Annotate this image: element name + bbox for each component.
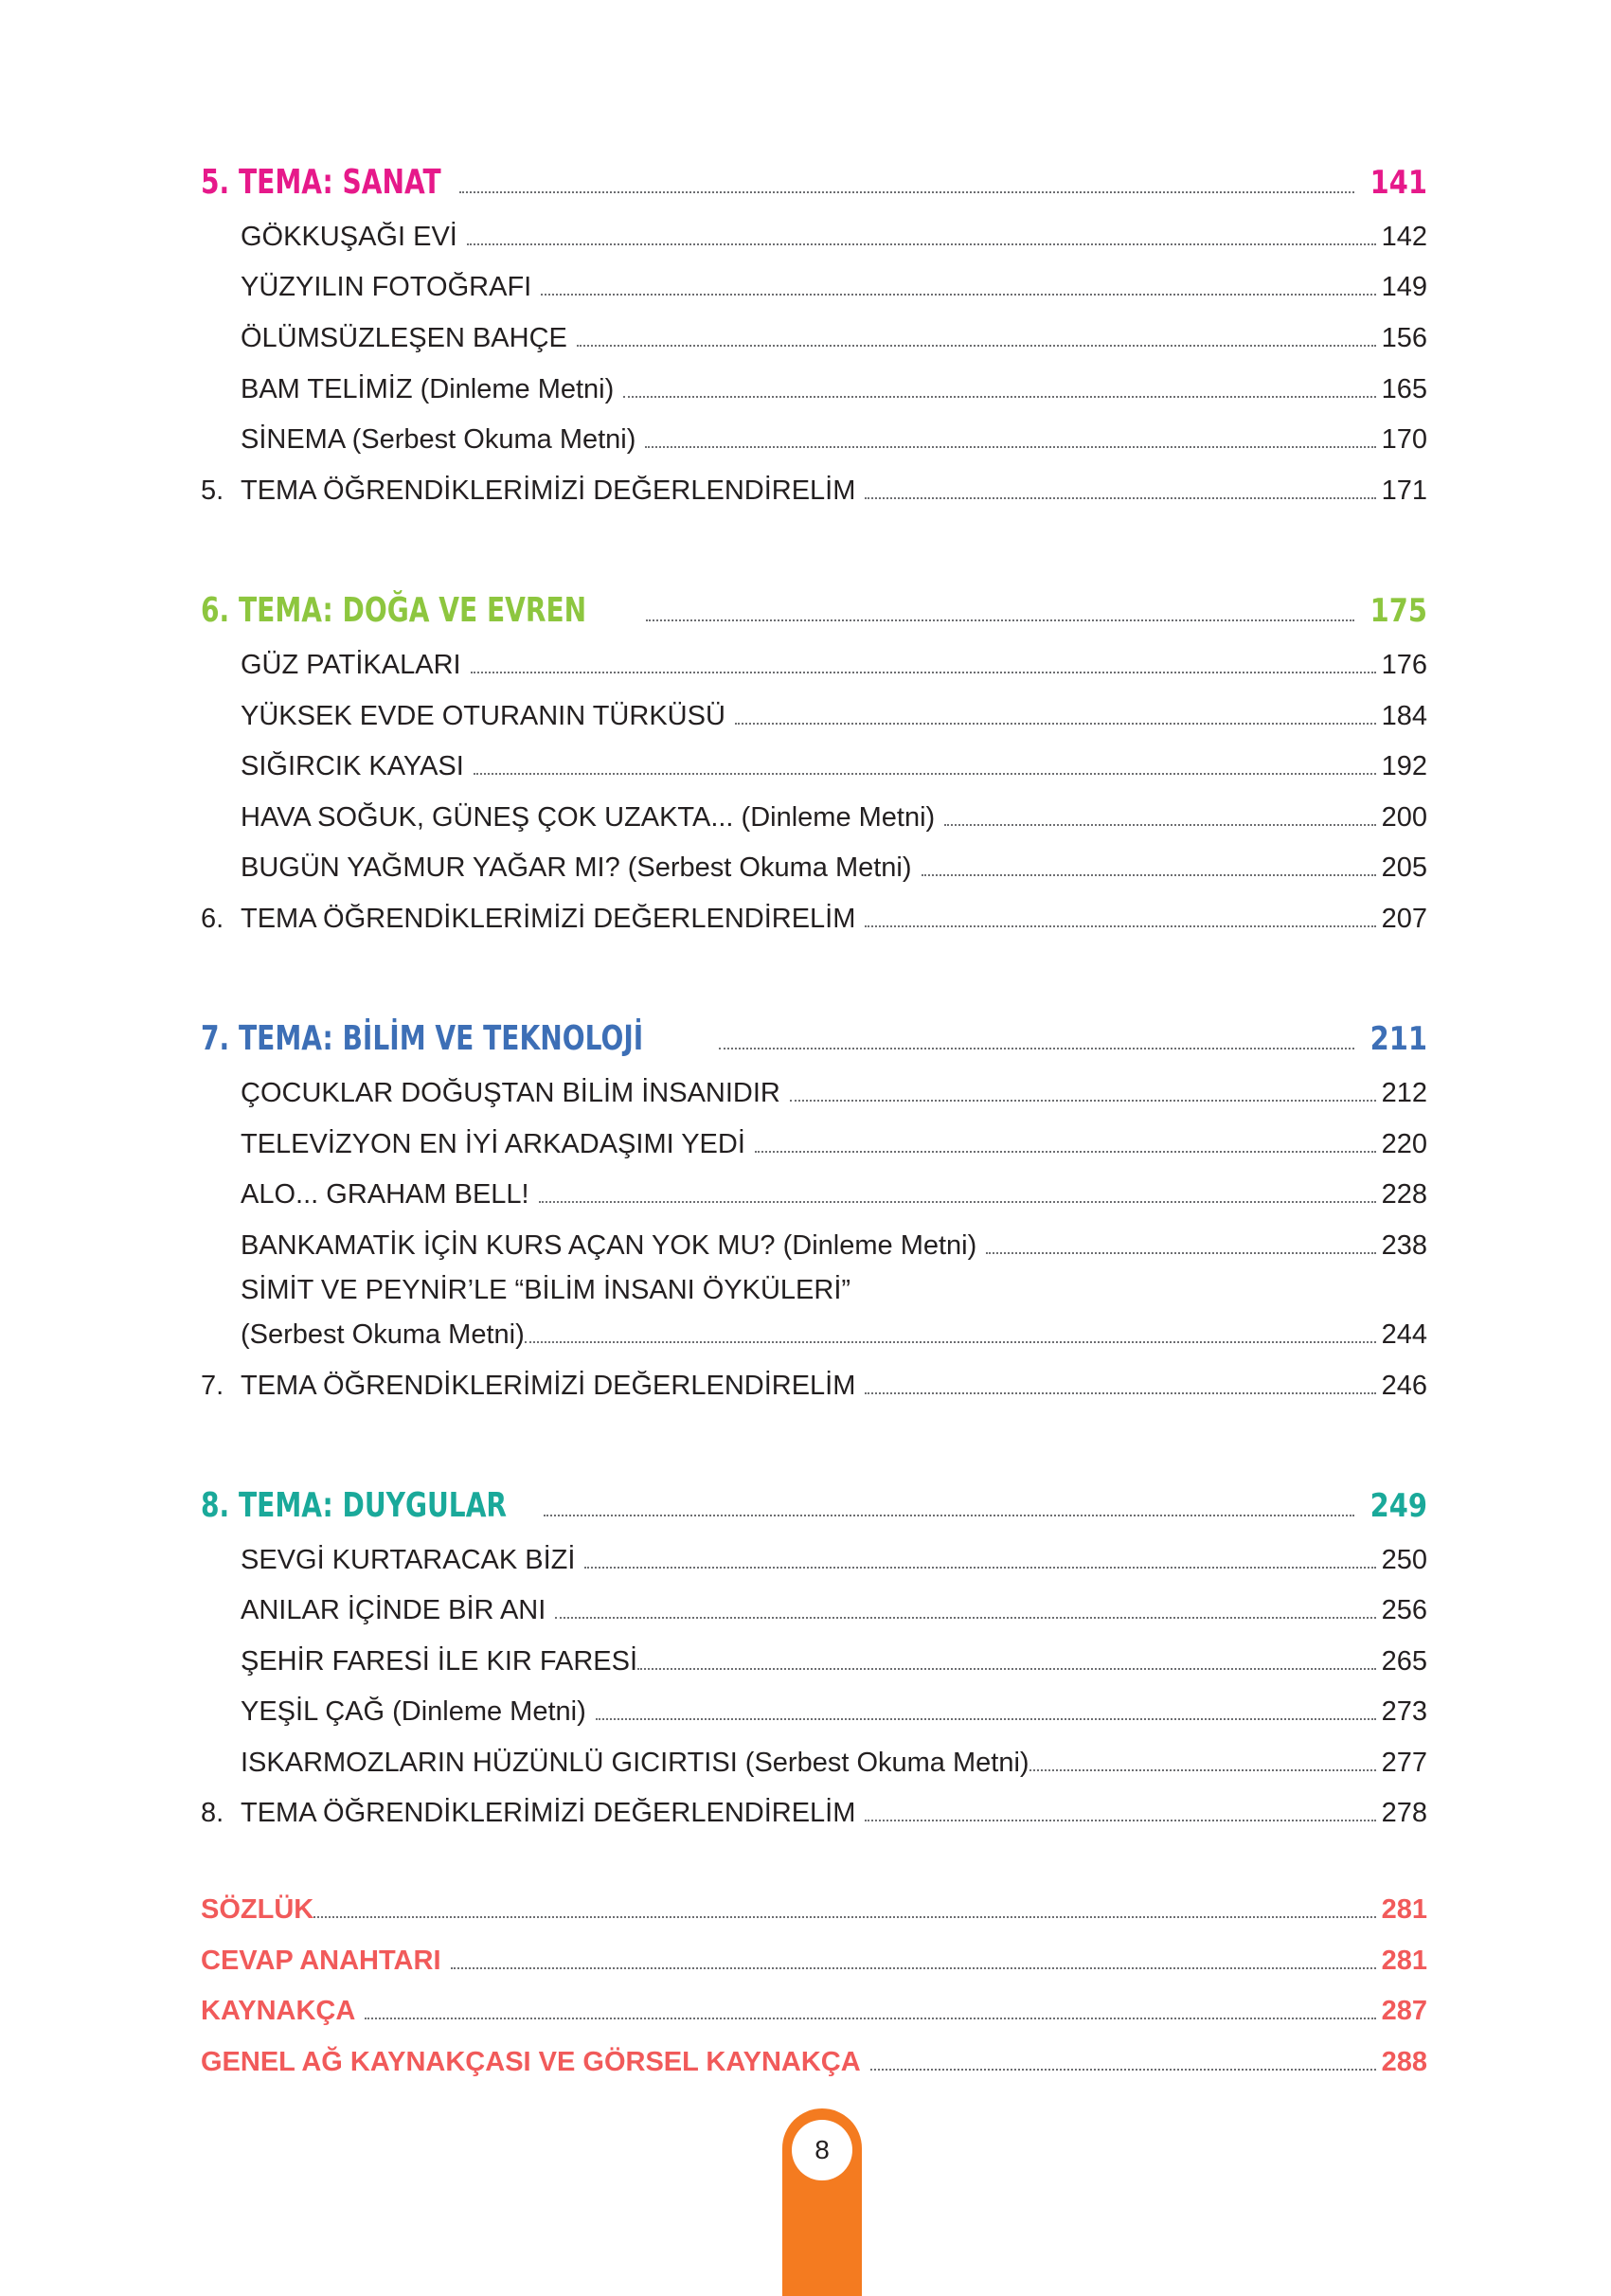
theme-title: 8. TEMA: DUYGULAR	[201, 1486, 508, 1525]
toc-entry[interactable]	[201, 650, 1427, 688]
entry-page: 238	[1381, 1230, 1427, 1261]
dot-leader	[596, 1718, 1376, 1720]
toc-entry[interactable]	[201, 751, 1427, 789]
entry-title: HAVA SOĞUK, GÜNEŞ ÇOK UZAKTA... (Dinleme Metni)	[241, 802, 936, 833]
entry-number: 7.	[201, 1371, 224, 1401]
toc-entry[interactable]	[201, 1179, 1427, 1217]
page-number: 8	[792, 2120, 852, 2180]
entry-title: ALO... GRAHAM BELL!	[241, 1179, 529, 1210]
toc-review-entry[interactable]	[201, 1798, 1427, 1836]
theme-7-heading[interactable]	[201, 1019, 1427, 1057]
dot-leader	[755, 1151, 1376, 1153]
entry-page: 246	[1381, 1371, 1427, 1401]
toc-entry[interactable]	[201, 323, 1427, 361]
toc-entry[interactable]	[201, 1319, 1427, 1357]
theme-8-heading[interactable]	[201, 1486, 1427, 1524]
entry-title: TEMA ÖĞRENDİKLERİMİZİ DEĞERLENDİRELİM	[241, 904, 856, 934]
entry-title: ISKARMOZLARIN HÜZÜNLÜ GICIRTISI (Serbest Okuma Metni)	[241, 1748, 1029, 1778]
toc-entry[interactable]	[201, 1129, 1427, 1167]
entry-page: 281	[1381, 1946, 1427, 1976]
toc-review-entry[interactable]	[201, 475, 1427, 513]
entry-title: TEMA ÖĞRENDİKLERİMİZİ DEĞERLENDİRELİM	[241, 475, 856, 506]
toc-entry[interactable]	[201, 701, 1427, 739]
entry-title: ŞEHİR FARESİ İLE KIR FARESİ	[241, 1646, 638, 1677]
dot-leader	[623, 396, 1375, 398]
dot-leader	[865, 1392, 1375, 1394]
dot-leader	[865, 1820, 1375, 1821]
entry-title: YEŞİL ÇAĞ (Dinleme Metni)	[241, 1696, 586, 1727]
entry-title: KAYNAKÇA	[201, 1996, 356, 2026]
toc-entry[interactable]	[201, 1646, 1427, 1684]
entry-page: 288	[1381, 2047, 1427, 2077]
dot-leader	[467, 243, 1376, 245]
entry-page: 200	[1381, 802, 1427, 833]
entry-title: ANILAR İÇİNDE BİR ANI	[241, 1595, 546, 1625]
entry-title: BAM TELİMİZ (Dinleme Metni)	[241, 374, 615, 404]
entry-page: 149	[1381, 272, 1427, 302]
entry-page: 278	[1381, 1798, 1427, 1828]
dot-leader	[459, 191, 1354, 193]
entry-title: BUGÜN YAĞMUR YAĞAR MI? (Serbest Okuma Metni)	[241, 852, 912, 883]
entry-title: ÖLÜMSÜZLEŞEN BAHÇE	[241, 323, 567, 353]
entry-title: GÜZ PATİKALARI	[241, 650, 461, 680]
dot-leader	[471, 672, 1376, 673]
toc-entry[interactable]	[201, 1595, 1427, 1633]
dot-leader	[986, 1252, 1375, 1254]
entry-page: 273	[1381, 1696, 1427, 1727]
entry-page: 184	[1381, 701, 1427, 731]
theme-6-heading[interactable]	[201, 591, 1427, 629]
entry-page: 212	[1381, 1078, 1427, 1108]
entry-title: YÜZYILIN FOTOĞRAFI	[241, 272, 532, 302]
entry-page: 250	[1381, 1545, 1427, 1575]
entry-page: 176	[1381, 650, 1427, 680]
dot-leader	[646, 619, 1354, 621]
entry-page: 156	[1381, 323, 1427, 353]
entry-page: 142	[1381, 222, 1427, 252]
theme-page: 211	[1369, 1020, 1427, 1058]
toc-entry[interactable]	[201, 222, 1427, 260]
entry-title: TELEVİZYON EN İYİ ARKADAŞIMI YEDİ	[241, 1129, 745, 1159]
entry-number: 6.	[201, 904, 224, 934]
entry-page: 192	[1381, 751, 1427, 781]
toc-entry[interactable]	[201, 374, 1427, 412]
theme-title: 7. TEMA: BİLİM VE TEKNOLOJİ	[201, 1019, 644, 1058]
dot-leader	[544, 1515, 1354, 1516]
theme-page: 249	[1369, 1487, 1427, 1525]
dot-leader	[645, 446, 1375, 448]
entry-title: TEMA ÖĞRENDİKLERİMİZİ DEĞERLENDİRELİM	[241, 1798, 856, 1828]
theme-page: 141	[1369, 164, 1427, 202]
entry-title: CEVAP ANAHTARI	[201, 1946, 441, 1976]
entry-page: 165	[1381, 374, 1427, 404]
entry-title-line2: (Serbest Okuma Metni)	[241, 1319, 525, 1350]
entry-page: 244	[1381, 1319, 1427, 1350]
back-matter-entry[interactable]	[201, 1996, 1427, 2034]
entry-title: SİNEMA (Serbest Okuma Metni)	[241, 424, 636, 455]
entry-page: 220	[1381, 1129, 1427, 1159]
entry-page: 281	[1381, 1894, 1427, 1925]
toc-review-entry[interactable]	[201, 904, 1427, 942]
dot-leader	[790, 1100, 1376, 1102]
dot-leader	[870, 2069, 1376, 2071]
entry-title: ÇOCUKLAR DOĞUŞTAN BİLİM İNSANIDIR	[241, 1078, 780, 1108]
entry-page: 228	[1381, 1179, 1427, 1210]
toc-entry[interactable]	[201, 1696, 1427, 1734]
entry-page: 207	[1381, 904, 1427, 934]
toc-entry[interactable]	[201, 1078, 1427, 1116]
dot-leader	[719, 1048, 1354, 1049]
toc-entry[interactable]	[201, 424, 1427, 462]
entry-title: TEMA ÖĞRENDİKLERİMİZİ DEĞERLENDİRELİM	[241, 1371, 856, 1401]
back-matter-entry[interactable]	[201, 1946, 1427, 1983]
entry-page: 265	[1381, 1646, 1427, 1677]
toc-entry[interactable]	[201, 802, 1427, 840]
dot-leader	[577, 345, 1376, 347]
dot-leader	[922, 874, 1376, 876]
dot-leader	[735, 723, 1376, 725]
entry-page: 170	[1381, 424, 1427, 455]
dot-leader	[541, 294, 1375, 296]
toc-entry[interactable]	[201, 852, 1427, 890]
entry-title: SIĞIRCIK KAYASI	[241, 751, 464, 781]
entry-number: 5.	[201, 475, 224, 506]
entry-title: SEVGİ KURTARACAK BİZİ	[241, 1545, 576, 1575]
toc-entry[interactable]	[201, 1230, 1427, 1268]
back-matter-entry[interactable]	[201, 1894, 1427, 1932]
toc-entry[interactable]	[201, 1748, 1427, 1785]
entry-page: 256	[1381, 1595, 1427, 1625]
theme-page: 175	[1369, 592, 1427, 630]
toc-entry[interactable]	[201, 1545, 1427, 1583]
dot-leader	[1029, 1769, 1376, 1771]
toc-entry[interactable]	[201, 272, 1427, 310]
entry-number: 8.	[201, 1798, 224, 1828]
dot-leader	[637, 1668, 1376, 1670]
dot-leader	[474, 773, 1376, 775]
dot-leader	[365, 2018, 1375, 2019]
entry-page: 287	[1381, 1996, 1427, 2026]
back-matter-entry[interactable]	[201, 2047, 1427, 2085]
entry-page: 171	[1381, 475, 1427, 506]
entry-title: YÜKSEK EVDE OTURANIN TÜRKÜSÜ	[241, 701, 725, 731]
entry-title: BANKAMATİK İÇİN KURS AÇAN YOK MU? (Dinleme Metni)	[241, 1230, 977, 1261]
dot-leader	[451, 1967, 1376, 1969]
entry-page: 277	[1381, 1748, 1427, 1778]
entry-title: SÖZLÜK	[201, 1894, 314, 1925]
entry-page: 205	[1381, 852, 1427, 883]
entry-title: GÖKKUŞAĞI EVİ	[241, 222, 457, 252]
dot-leader	[555, 1617, 1375, 1619]
entry-title: GENEL AĞ KAYNAKÇASI VE GÖRSEL KAYNAKÇA	[201, 2047, 861, 2077]
theme-5-heading[interactable]	[201, 163, 1427, 201]
dot-leader	[944, 824, 1375, 826]
dot-leader	[539, 1201, 1376, 1203]
theme-title: 5. TEMA: SANAT	[201, 163, 441, 202]
dot-leader	[525, 1341, 1376, 1343]
dot-leader	[584, 1567, 1375, 1569]
dot-leader	[313, 1916, 1375, 1918]
dot-leader	[865, 925, 1375, 927]
theme-title: 6. TEMA: DOĞA VE EVREN	[201, 591, 587, 630]
entry-title-line1[interactable]: SİMİT VE PEYNİR’LE “BİLİM İNSANI ÖYKÜLERİ”	[241, 1275, 851, 1305]
toc-review-entry[interactable]	[201, 1371, 1427, 1408]
dot-leader	[865, 497, 1375, 499]
